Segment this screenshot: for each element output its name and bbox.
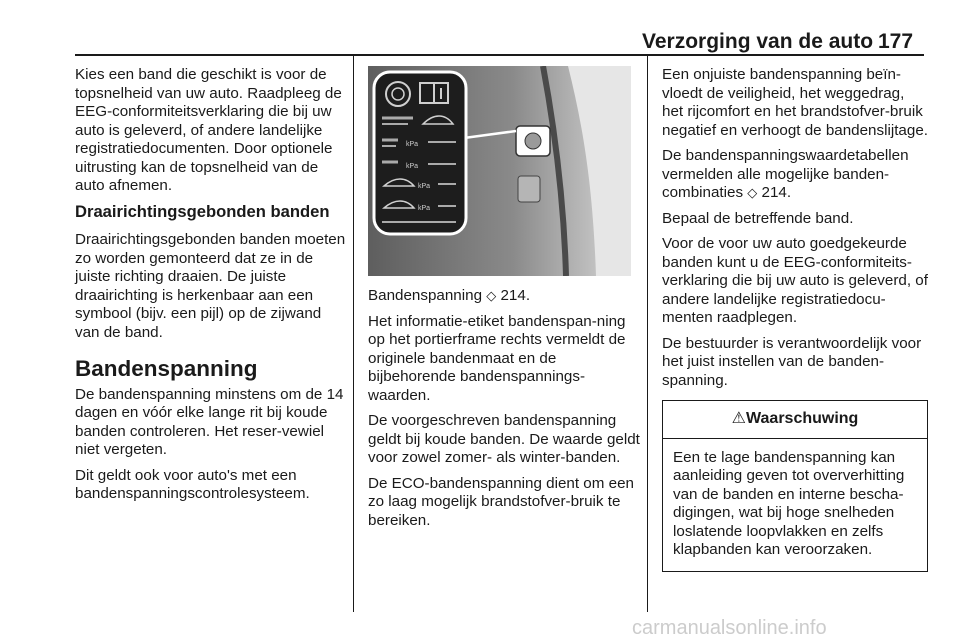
figure-reference-label: Bandenspanning [368, 287, 483, 304]
warning-title: Waarschuwing [746, 410, 859, 427]
cold-tyre-paragraph: De voorgeschreven bandenspanning geldt bij koude banden. De waarde geldt voor zowel zomer- als winter-banden. [368, 412, 640, 466]
pressure-tables-page[interactable]: 214. [761, 184, 792, 201]
page-reference-icon: ◇ [486, 288, 497, 303]
pressure-tables-paragraph [662, 147, 928, 203]
tyre-label-figure [368, 66, 631, 276]
eco-pressure-paragraph: De ECO-bandenspanning dient om een zo laag mogelijk brandstofver-bruik te bereiken. [368, 474, 634, 529]
header-divider [75, 54, 924, 56]
column-divider [353, 56, 354, 612]
watermark: carmanualsonline.info [632, 617, 827, 639]
kpa-label-1: kPa [406, 141, 419, 148]
approved-tyres-paragraph: Voor de voor uw auto goedgekeurde banden kunt u de EEG-conformiteits-verklaring die bij uw auto is geleverd, of andere landelijke registratiedocu-menten raadplegen. [662, 235, 928, 326]
column-2 [368, 66, 640, 537]
intro-paragraph: Kies een band die geschikt is voor de topsnelheid van uw auto. Raadpleeg de EEG-conformiteitsverklaring die bij uw auto is geleverd, of andere landelijke registratiedocumenten. Door optionele uitrusting kan de topsnelheid van de auto afnemen. [75, 66, 342, 194]
warning-icon: ⚠ [731, 410, 747, 427]
column-1 [75, 66, 347, 511]
kpa-label-4: kPa [418, 205, 431, 212]
column-3 [662, 66, 928, 572]
page-reference-icon: ◇ [747, 185, 758, 200]
door-frame-illustration [368, 66, 631, 276]
warning-header [663, 401, 927, 439]
warning-text: Een te lage bandenspanning kan aanleiding geven tot oververhitting van de banden en interne bescha-digingen, wat bij hoge snelheden loslatende loopvlakken en zelfs klapbanden kan veroorzaken. [673, 448, 905, 558]
pressure-tables-text: De bandenspanningswaardetabellen vermelden alle mogelijke banden-combinaties [662, 147, 909, 201]
determine-tyre-paragraph: Bepaal de betreffende band. [662, 209, 854, 227]
page-number: 177 [878, 30, 914, 53]
driver-responsibility-paragraph: De bestuurder is verantwoordelijk voor het juist instellen van de banden-spanning. [662, 334, 922, 389]
incorrect-pressure-paragraph: Een onjuiste bandenspanning beïn-vloedt de veiligheid, het weggedrag, het rijcomfort en het brandstofver-bruik negatief en verhoogt de bandenslijtage. [662, 66, 928, 139]
warning-box [662, 400, 928, 572]
label-info-paragraph: Het informatie-etiket bandenspan-ning op het portierframe rechts vermeldt de originele bandenmaat en de bijbehorende bandenspannings-waarden. [368, 312, 626, 404]
page-title: Verzorging van de auto [642, 30, 874, 53]
kpa-label-2: kPa [406, 163, 419, 170]
monitoring-paragraph: Dit geldt ook voor auto's met een bandenspanningscontrolesysteem. [75, 466, 310, 502]
directional-tyres-paragraph: Draairichtingsgebonden banden moeten zo worden gemonteerd dat ze in de juiste richting draaien. De juiste draairichting is herkenbaar aan een symbool (bijv. een pijl) op de zijwand van de band. [75, 231, 346, 341]
tyre-pressure-paragraph: De bandenspanning minstens om de 14 dagen en vóór elke lange rit bij koude banden controleren. Het reser-vewiel niet vergeten. [75, 385, 344, 458]
figure-reference [368, 287, 640, 306]
tyre-pressure-heading: Bandenspanning [75, 356, 258, 381]
directional-tyres-heading: Draairichtingsgebonden banden [75, 201, 330, 221]
figure-reference-page[interactable]: 214. [500, 287, 531, 304]
column-divider [647, 56, 648, 612]
kpa-label-3: kPa [418, 183, 431, 190]
